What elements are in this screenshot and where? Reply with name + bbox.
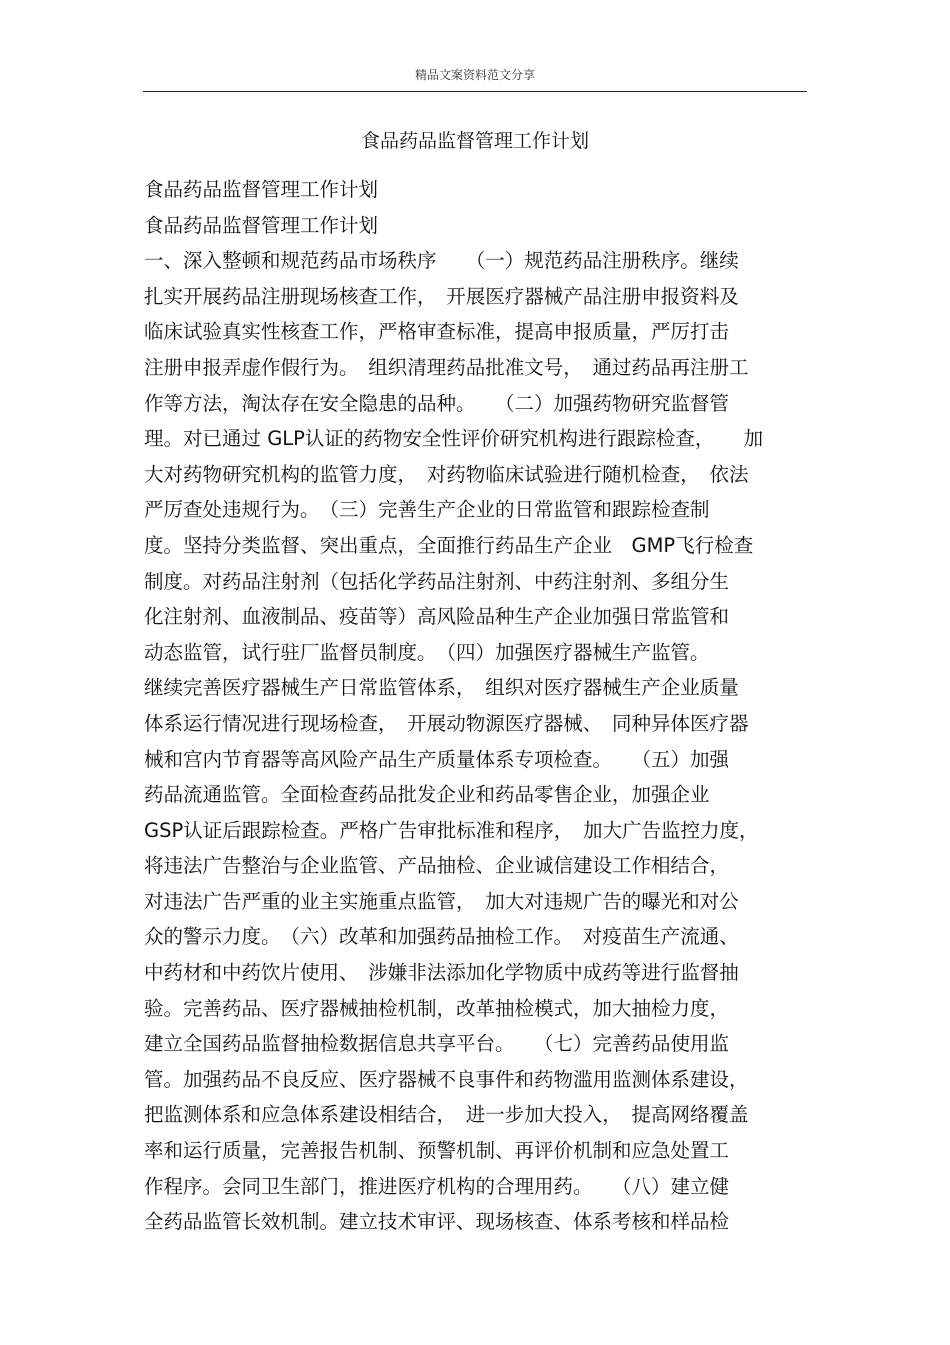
header-divider <box>143 91 807 92</box>
body-line: 度。坚持分类监督、突出重点，全面推行药品生产企业 GMP飞行检查 <box>144 533 754 557</box>
body-line: 械和宫内节育器等高风险产品生产质量体系专项检查。 （五）加强 <box>144 747 730 771</box>
body-line: 食品药品监督管理工作计划 <box>144 213 379 237</box>
document-title: 食品药品监督管理工作计划 <box>360 130 589 152</box>
body-line: 动态监管，试行驻厂监督员制度。 （四）加强医疗器械生产监管。 <box>144 640 710 664</box>
body-line: 众的警示力度。 （六）改革和加强药品抽检工作。 对疫苗生产流通、 <box>144 925 739 949</box>
body-line: 验。完善药品、医疗器械抽检机制，改革抽检模式，加大抽检力度， <box>144 996 730 1020</box>
body-line: 作等方法，淘汰存在安全隐患的品种。 （二）加强药物研究监督管 <box>144 391 730 415</box>
body-line: 作程序。会同卫生部门，推进医疗机构的合理用药。 （八）建立健 <box>144 1174 730 1198</box>
body-line: GSP认证后跟踪检查。严格广告审批标准和程序， 加大广告监控力度， <box>144 818 759 842</box>
body-line: 药品流通监管。全面检查药品批发企业和药品零售企业，加强企业 <box>144 783 710 807</box>
body-line: 继续完善医疗器械生产日常监管体系， 组织对医疗器械生产企业质量 <box>144 676 739 700</box>
body-line: 食品药品监督管理工作计划 <box>144 178 379 201</box>
body-line: 建立全国药品监督抽检数据信息共享平台。 （七）完善药品使用监 <box>144 1032 730 1056</box>
body-line: 体系运行情况进行现场检查， 开展动物源医疗器械、 同种异体医疗器 <box>144 711 749 735</box>
body-line: 严厉查处违规行为。 （三）完善生产企业的日常监管和跟踪检查制 <box>144 498 710 522</box>
body-line: 对违法广告严重的业主实施重点监管， 加大对违规广告的曝光和对公 <box>144 889 739 913</box>
body-line: 中药材和中药饮片使用、 涉嫌非法添加化学物质中成药等进行监督抽 <box>144 961 739 985</box>
body-line: 临床试验真实性核查工作，严格审查标准，提高申报质量，严厉打击 <box>144 320 730 344</box>
body-line: 一、深入整顿和规范药品市场秩序 （一）规范药品注册秩序。继续 <box>144 249 739 273</box>
body-line: 理。对已通过 GLP认证的药物安全性评价研究机构进行跟踪检查， 加 <box>144 427 764 451</box>
body-line: 将违法广告整治与企业监管、产品抽检、企业诚信建设工作相结合， <box>144 854 730 878</box>
body-line: 制度。对药品注射剂（包括化学药品注射剂、中药注射剂、多组分生 <box>144 569 730 593</box>
body-line: 注册申报弄虚作假行为。 组织清理药品批准文号， 通过药品再注册工 <box>144 355 749 379</box>
body-line: 扎实开展药品注册现场核查工作， 开展医疗器械产品注册申报资料及 <box>144 284 739 308</box>
body-line: 化注射剂、血液制品、疫苗等）高风险品种生产企业加强日常监管和 <box>144 605 730 629</box>
body-line: 把监测体系和应急体系建设相结合， 进一步加大投入， 提高网络覆盖 <box>144 1103 749 1127</box>
body-line: 率和运行质量，完善报告机制、预警机制、再评价机制和应急处置工 <box>144 1139 730 1163</box>
body-line: 管。加强药品不良反应、医疗器械不良事件和药物滥用监测体系建设， <box>144 1067 749 1091</box>
page-header: 精品文案资料范文分享 <box>414 68 535 82</box>
body-line: 全药品监管长效机制。建立技术审评、现场核查、体系考核和样品检 <box>144 1210 730 1234</box>
body-line: 大对药物研究机构的监管力度， 对药物临床试验进行随机检查， 依法 <box>144 462 749 486</box>
document-body <box>144 172 824 1240</box>
